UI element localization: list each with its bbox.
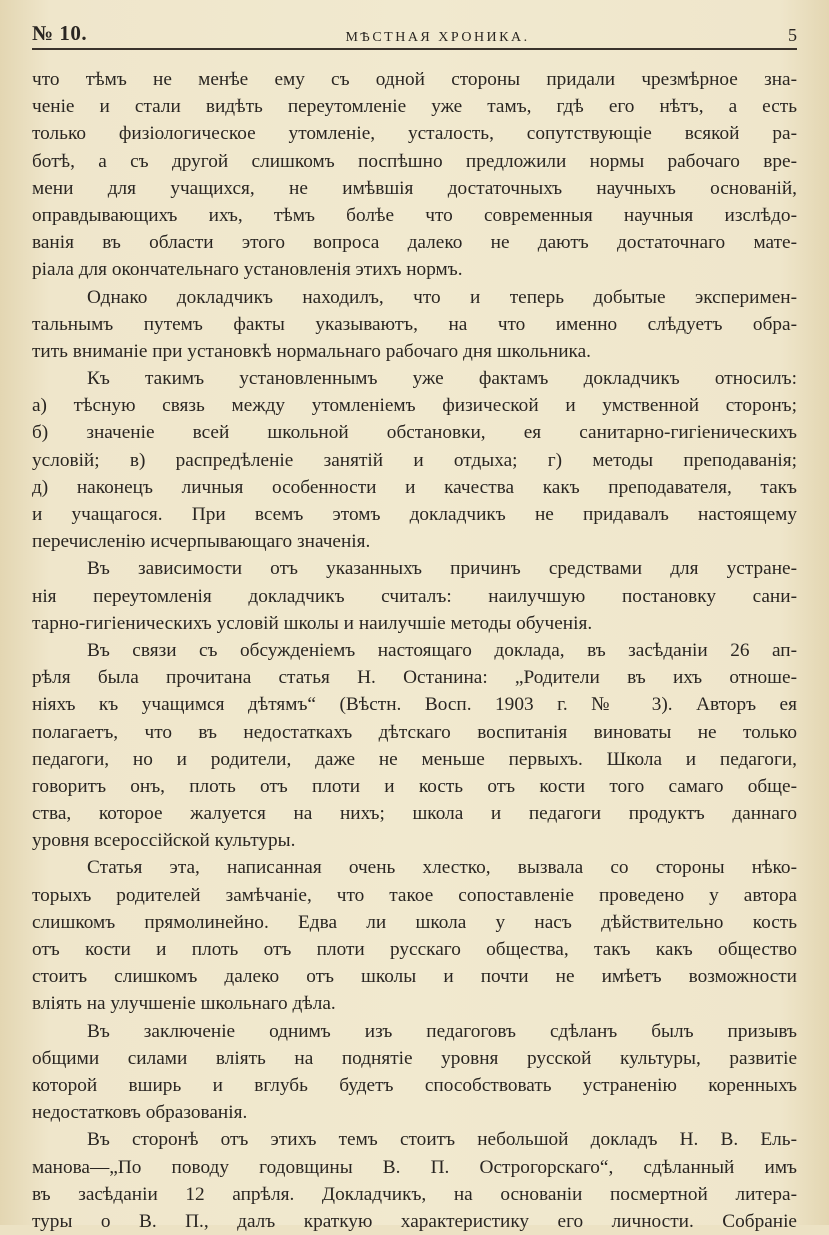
text-line: ніяхъ къ учащимся дѣтямъ“ (Вѣстн. Восп. 1903 г. № 3). Авторъ ея [32, 694, 797, 716]
text-line: тарно-гигіеническихъ условій школы и наилучшіе методы обученія. [32, 612, 593, 634]
text-line: и учащагося. При всемъ этомъ докладчикъ не придавалъ настоящему [32, 504, 797, 525]
text-line: тальнымъ путемъ факты указываютъ, на что именно слѣдуетъ обра- [32, 313, 797, 335]
text-line: мени для учащихся, не имѣвшія достаточныхъ научныхъ основаній, [32, 177, 797, 199]
text-line: Въ зависимости отъ указанныхъ причинъ средствами для устране- [87, 558, 797, 580]
text-line: условій; в) распредѣленіе занятій и отдыха; г) методы преподаванія; [32, 449, 797, 471]
text-line: которой вширь и вглубь будетъ способствовать устраненію коренныхъ [32, 1074, 797, 1096]
text-line: туры о В. П., далъ краткую характеристику его личности. Собраніе [32, 1210, 797, 1232]
text-line: ченіе и стали видѣть переутомленіе уже тамъ, гдѣ его нѣтъ, а есть [32, 96, 797, 118]
page-number: 5 [788, 25, 797, 45]
header-rule [32, 48, 797, 50]
paragraph [32, 66, 797, 284]
text-line: Въ связи съ обсужденіемъ настоящаго доклада, въ засѣданіи 26 ап- [87, 639, 797, 661]
text-line: общими силами вліять на поднятіе уровня русской культуры, развитіе [32, 1047, 797, 1069]
text-line: ботѣ, а съ другой слишкомъ поспѣшно предложили нормы рабочаго вре- [32, 150, 797, 172]
paragraph [32, 1126, 797, 1235]
text-line: рѣля была прочитана статья Н. Останина: „Родители въ ихъ отноше- [32, 667, 797, 689]
paragraph [32, 1018, 797, 1127]
text-line: Къ такимъ установленнымъ уже фактамъ докладчикъ относилъ: [87, 368, 797, 390]
issue-number: № 10. [32, 21, 88, 45]
text-line: манова—„По поводу годовщины В. П. Острогорскаго“, сдѣланный имъ [32, 1156, 797, 1178]
text-line: а) тѣсную связь между утомленіемъ физической и умственной сторонъ; [32, 395, 797, 417]
paragraph [32, 854, 797, 1017]
text-line: педагоги, но и родители, даже не меньше первыхъ. Школа и педагоги, [32, 748, 797, 770]
text-line: д) наконецъ личныя особенности и качества какъ преподавателя, такъ [32, 476, 797, 498]
text-line: стоитъ слишкомъ далеко отъ школы и почти не имѣетъ возможности [32, 966, 797, 988]
text-line: недостатковъ образованія. [32, 1102, 248, 1124]
text-line: Въ сторонѣ отъ этихъ темъ стоитъ небольшой докладъ Н. В. Ель- [87, 1129, 797, 1151]
paragraph [32, 284, 797, 366]
text-line: перечисленію исчерпывающаго значенія. [32, 531, 371, 553]
text-line: слишкомъ прямолинейно. Едва ли школа у насъ дѣйствительно кость [32, 911, 797, 933]
text-line: оправдывающихъ ихъ, тѣмъ болѣе что современныя научныя изслѣдо- [32, 204, 797, 226]
text-line: Въ заключеніе однимъ изъ педагоговъ сдѣланъ былъ призывъ [87, 1020, 797, 1042]
text-line: говоритъ онъ, плоть отъ плоти и кость отъ кости того самаго обще- [32, 775, 797, 797]
paragraph [32, 555, 797, 637]
text-line: уровня всероссійской культуры. [32, 830, 296, 852]
text-line: въ засѣданіи 12 апрѣля. Докладчикъ, на основаніи посмертной литера- [32, 1183, 797, 1205]
text-line: тить вниманіе при установкѣ нормальнаго рабочаго дня школьника. [32, 340, 591, 362]
running-header [32, 18, 797, 46]
body-text [32, 66, 797, 1235]
text-line: вліять на улучшеніе школьнаго дѣла. [32, 993, 336, 1015]
text-line: только физіологическое утомленіе, усталость, сопутствующіе всякой ра- [32, 123, 797, 145]
paragraph [32, 637, 797, 855]
text-line: б) значеніе всей школьной обстановки, ея санитарно-гигіеническихъ [32, 422, 797, 444]
text-line: ства, которое жалуется на нихъ; школа и педагоги продуктъ даннаго [32, 803, 797, 825]
section-title: МѢСТНАЯ ХРОНИКА. [345, 30, 530, 45]
text-line: ванія въ области этого вопроса далеко не даютъ достаточнаго мате- [32, 232, 797, 254]
text-line: отъ кости и плоть отъ плоти русскаго общества, такъ какъ общество [32, 939, 797, 960]
text-line: торыхъ родителей замѣчаніе, что такое сопоставленіе проведено у автора [32, 884, 797, 906]
text-line: Однако докладчикъ находилъ, что и теперь добытые эксперимен- [87, 286, 797, 308]
text-line: полагаетъ, что въ недостаткахъ дѣтскаго воспитанія виноваты не только [32, 721, 797, 743]
text-line: что тѣмъ не менѣе ему съ одной стороны придали чрезмѣрное зна- [32, 69, 797, 90]
paragraph [32, 365, 797, 555]
text-line: нія переутомленія докладчикъ считалъ: наилучшую постановку сани- [32, 585, 797, 607]
text-line: Статья эта, написанная очень хлестко, вызвала со стороны нѣко- [87, 857, 797, 879]
text-line: ріала для окончательнаго установленія этихъ нормъ. [32, 259, 463, 281]
